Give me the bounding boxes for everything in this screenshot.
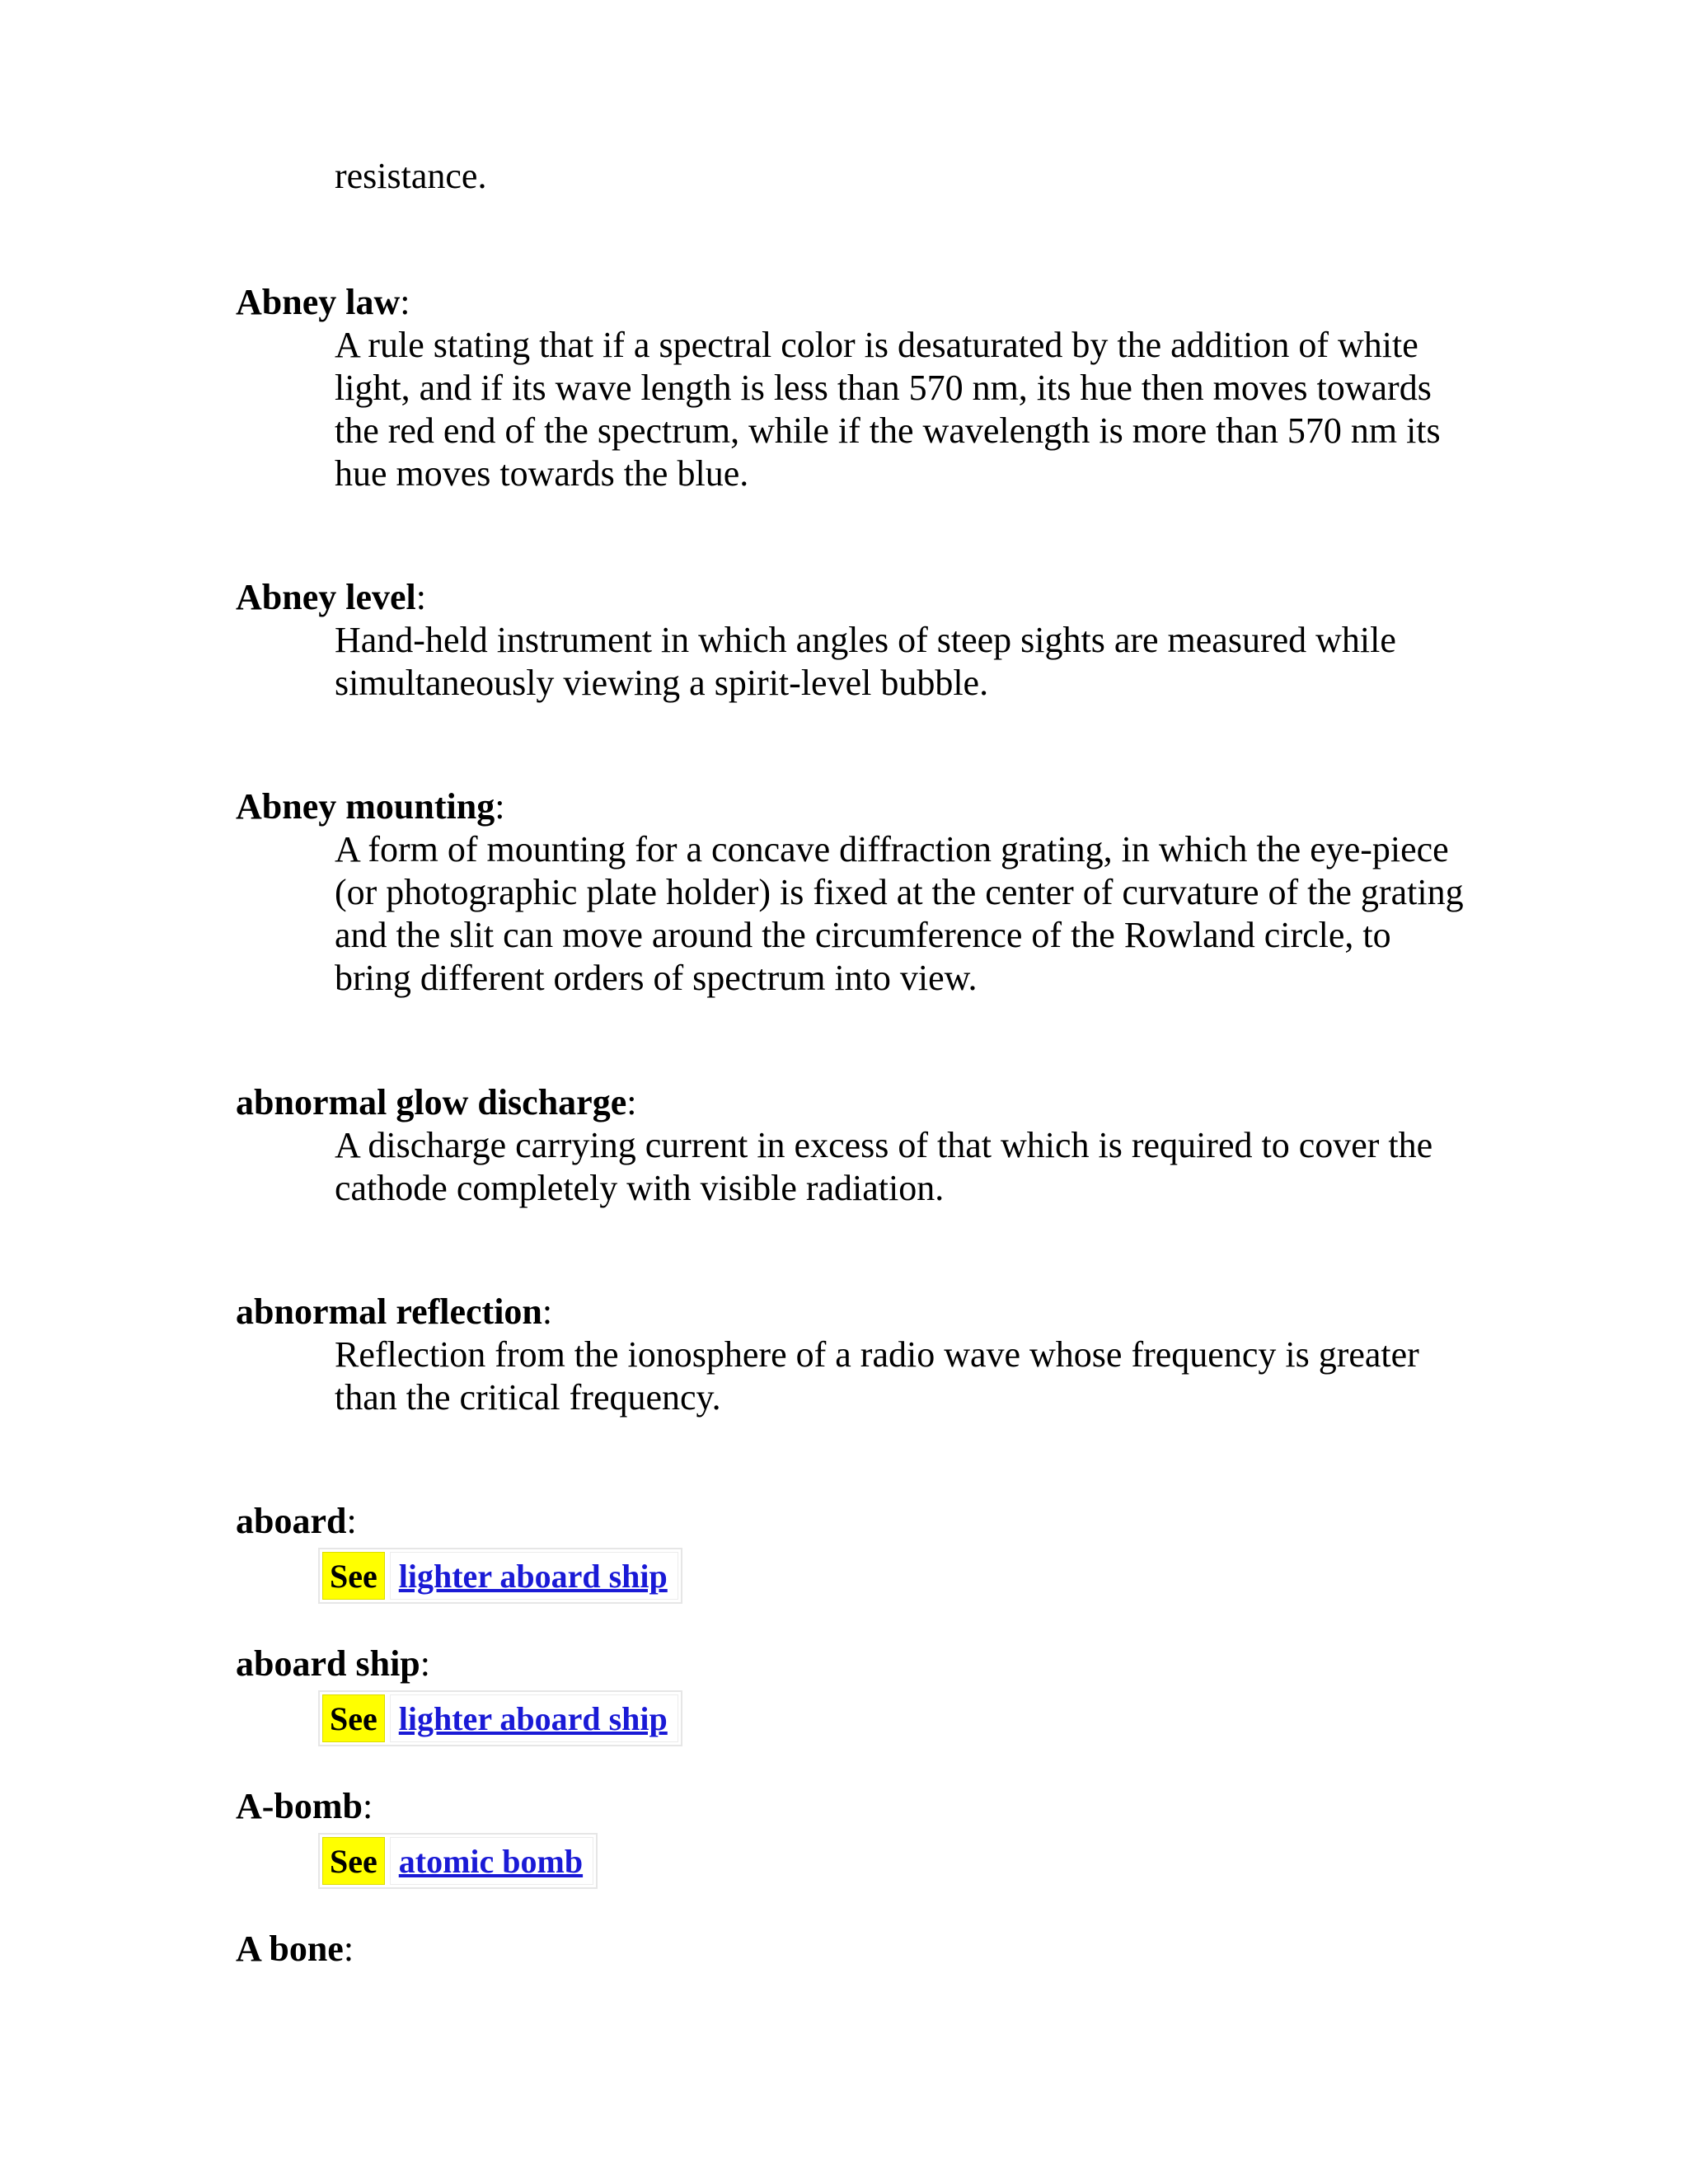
see-reference [318,1690,682,1746]
see-label: See [322,1552,385,1600]
term: Abney mounting [236,786,495,827]
see-reference [318,1833,598,1889]
term: A-bomb [236,1786,363,1826]
glossary-entry [236,1081,1472,1210]
glossary-entry [236,1500,1472,1604]
term-line [236,785,1472,828]
term-line [236,1500,1472,1543]
term: aboard ship [236,1643,420,1684]
term-line [236,1291,1472,1333]
colon: : [400,282,410,322]
term: abnormal glow discharge [236,1082,627,1122]
glossary-entry [236,1291,1472,1419]
term-line [236,1928,1472,1971]
definition: A discharge carrying current in excess of that which is required to cover the cathode completely with visible radiation. [335,1125,1433,1208]
see-link[interactable]: lighter aboard ship [390,1694,678,1742]
see-link[interactable]: lighter aboard ship [390,1552,678,1600]
definition: Reflection from the ionosphere of a radio wave whose frequency is greater than the critical frequency. [335,1334,1419,1418]
glossary-entry [236,1785,1472,1889]
glossary-entry [236,1643,1472,1746]
term-line [236,1643,1472,1685]
colon: : [495,786,505,827]
colon: : [420,1643,430,1684]
term: A bone [236,1929,344,1969]
term: Abney level [236,577,416,617]
see-reference [318,1548,682,1604]
glossary-entry [236,785,1472,1000]
colon: : [542,1291,553,1332]
colon: : [626,1082,637,1122]
see-link[interactable]: atomic bomb [390,1837,593,1885]
definition: A rule stating that if a spectral color is desaturated by the addition of white light, and if its wave length is less than 570 nm, its hue then moves towards the red end of the spectrum, while if the wavelength is more than 570 nm its hue moves towards the blue. [335,325,1441,494]
see-label: See [322,1837,385,1885]
continuation-text: resistance. [335,156,487,196]
colon: : [343,1929,354,1969]
term-line [236,576,1472,619]
term: Abney law [236,282,401,322]
definition: A form of mounting for a concave diffraction grating, in which the eye-piece (or photographic plate holder) is fixed at the center of curvature of the grating and the slit can move around the circumference of the Rowland circle, to bring different orders of spectrum into view. [335,829,1464,998]
term-line [236,1081,1472,1124]
colon: : [363,1786,373,1826]
glossary-entry [236,1928,1472,1971]
term-line [236,1785,1472,1828]
term: abnormal reflection [236,1291,542,1332]
term-line [236,281,1472,324]
colon: : [415,577,426,617]
definition: Hand-held instrument in which angles of steep sights are measured while simultaneously viewing a spirit-level bubble. [335,620,1396,703]
glossary-entry [236,281,1472,495]
term: aboard [236,1501,347,1541]
see-label: See [322,1694,385,1742]
glossary-entry [236,576,1472,705]
colon: : [346,1501,357,1541]
